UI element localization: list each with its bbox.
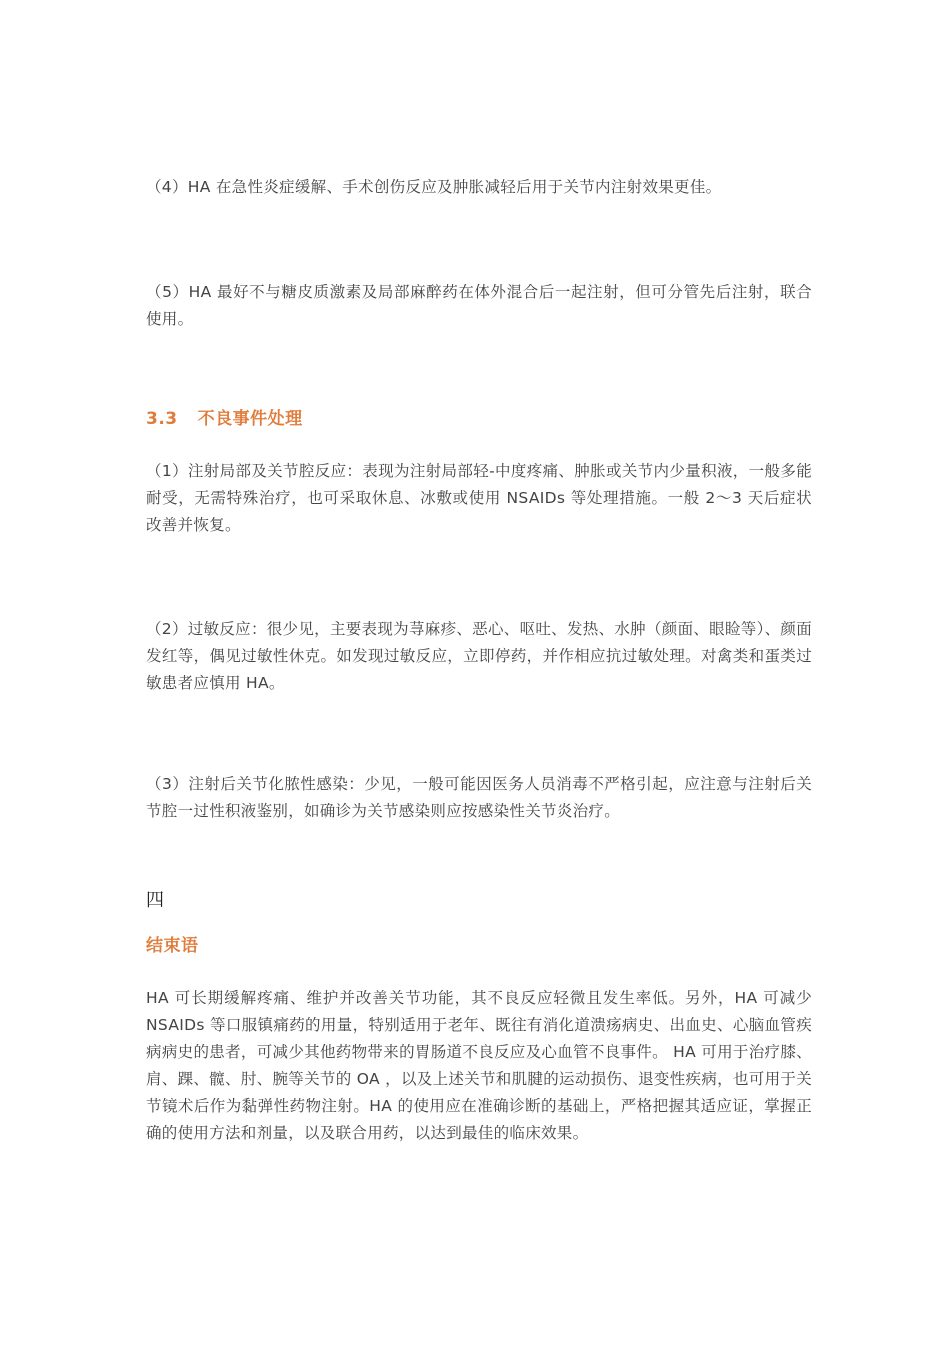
section-title: 不良事件处理 xyxy=(197,409,303,429)
adverse-event-item-3: （3）注射后关节化脓性感染：少见，一般可能因医务人员消毒不严格引起，应注意与注射后关节腔一过性积液鉴别，如确诊为关节感染则应按感染性关节炎治疗。 xyxy=(146,775,812,820)
conclusion-body: HA 可长期缓解疼痛、维护并改善关节功能，其不良反应轻微且发生率低。另外，HA 可减少 NSAIDs 等口服镇痛药的用量，特别适用于老年、既往有消化道溃疡病史、出血史、心脑血管疾病病史的患者，可减少其他药物带来的胃肠道不良反应及心血管不良事件。 HA 可用于治疗膝、肩、踝、髋、肘、腕等关节的 OA ，以及上述关节和肌腱的运动损伤、退变性疾病，也可用于关节镜术后作为黏弹性药物注射。HA 的使用应在准确诊断的基础上，严格把握其适应证，掌握正确的使用方法和剂量，以及联合用药，以达到最佳的临床效果。 xyxy=(146,989,812,1142)
paragraph-item-5: （5）HA 最好不与糖皮质激素及局部麻醉药在体外混合后一起注射，但可分管先后注射，联合使用。 xyxy=(146,283,812,328)
conclusion-heading: 结束语 xyxy=(146,936,199,956)
section-3-3-heading xyxy=(146,404,303,429)
chapter-numeral: 四 xyxy=(146,890,164,911)
paragraph-item-4: （4）HA 在急性炎症缓解、手术创伤反应及肿胀减轻后用于关节内注射效果更佳。 xyxy=(146,178,722,196)
section-number: 3.3 xyxy=(146,409,178,429)
adverse-event-item-2: （2）过敏反应：很少见，主要表现为荨麻疹、恶心、呕吐、发热、水肿（颜面、眼睑等）、颜面发红等，偶见过敏性休克。如发现过敏反应，立即停药，并作相应抗过敏处理。对禽类和蛋类过敏患者应慎用 HA。 xyxy=(146,620,813,692)
adverse-event-item-1: （1）注射局部及关节腔反应：表现为注射局部轻-中度疼痛、肿胀或关节内少量积液，一般多能耐受，无需特殊治疗，也可采取休息、冰敷或使用 NSAIDs 等处理措施。一般 2～3 天后症状改善并恢复。 xyxy=(146,462,812,534)
